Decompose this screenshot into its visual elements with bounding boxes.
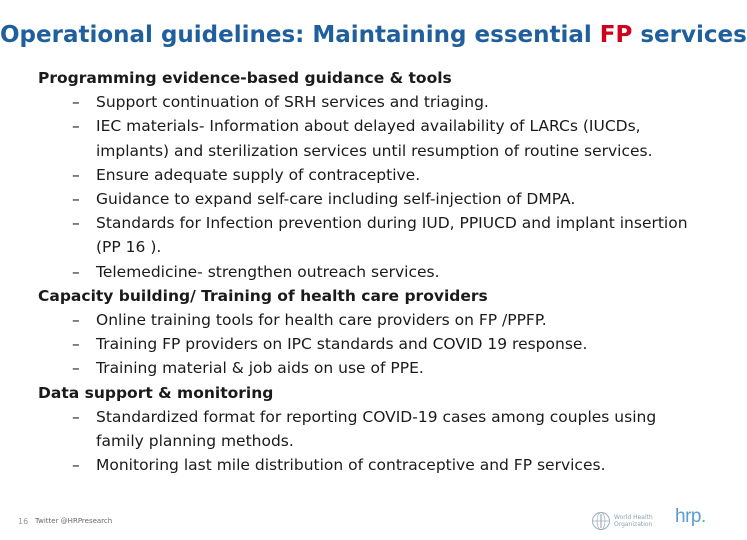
section-heading: Data support & monitoring xyxy=(38,383,274,402)
title-highlight: FP xyxy=(599,22,633,48)
bullet-dash: – xyxy=(72,407,80,426)
bullet-item xyxy=(38,308,708,332)
bullet-dash: – xyxy=(72,165,80,184)
title-text-end: services xyxy=(632,22,747,48)
who-emblem-icon xyxy=(591,511,611,531)
hrp-logo-icon: hrp. xyxy=(675,506,706,527)
bullet-item xyxy=(38,114,708,162)
bullet-dash: – xyxy=(72,190,80,209)
bullet-dash: – xyxy=(72,311,80,330)
bullet-item xyxy=(38,90,708,114)
bullet-text: Training material & job aids on use of PPE. xyxy=(96,359,424,378)
bullet-text: Standardized format for reporting COVID-19 cases among couples using family planning methods. xyxy=(96,407,657,451)
bullet-text: Support continuation of SRH services and triaging. xyxy=(96,93,489,112)
bullet-dash: – xyxy=(72,214,80,233)
bullet-dash: – xyxy=(72,359,80,378)
section-heading: Programming evidence-based guidance & tools xyxy=(38,69,452,87)
bullet-text: Online training tools for health care providers on FP /PPFP. xyxy=(96,311,547,330)
section-heading: Capacity building/ Training of health care providers xyxy=(38,286,488,305)
who-logo-text: World Health Organization xyxy=(614,514,653,528)
bullet-text: Telemedicine- strengthen outreach services. xyxy=(96,262,440,281)
bullet-text: Ensure adequate supply of contraceptive. xyxy=(96,165,421,184)
bullet-text: Monitoring last mile distribution of contraceptive and FP services. xyxy=(96,456,606,475)
bullet-text: IEC materials- Information about delayed availability of LARCs (IUCDs, implants) and sterilization services until resumption of routine services. xyxy=(96,117,653,160)
who-logo xyxy=(591,510,655,532)
hrp-logo-text: hrp xyxy=(675,506,701,527)
slide-body xyxy=(38,66,708,477)
title-text: Operational guidelines: Maintaining essential xyxy=(0,22,600,48)
twitter-handle: Twitter @HRPresearch xyxy=(35,517,113,525)
bullet-item xyxy=(38,260,708,284)
bullet-item xyxy=(38,332,708,356)
bullet-text: Training FP providers on IPC standards and COVID 19 response. xyxy=(96,335,588,354)
bullet-text: Standards for Infection prevention during IUD, PPIUCD and implant insertion (PP 16 ). xyxy=(96,214,688,257)
bullet-item xyxy=(38,453,708,477)
bullet-item xyxy=(38,163,708,187)
bullet-dash: – xyxy=(72,262,80,281)
bullet-item xyxy=(38,187,708,211)
bullet-dash: – xyxy=(72,93,80,112)
bullet-item xyxy=(38,356,708,380)
slide-number: 16 xyxy=(18,517,29,526)
bullet-item xyxy=(38,211,708,259)
bullet-dash: – xyxy=(72,335,80,354)
bullet-item xyxy=(38,405,708,453)
slide-title xyxy=(0,22,747,48)
bullet-dash: – xyxy=(72,117,80,136)
bullet-text: Guidance to expand self-care including self-injection of DMPA. xyxy=(96,190,576,209)
bullet-dash: – xyxy=(72,456,80,475)
